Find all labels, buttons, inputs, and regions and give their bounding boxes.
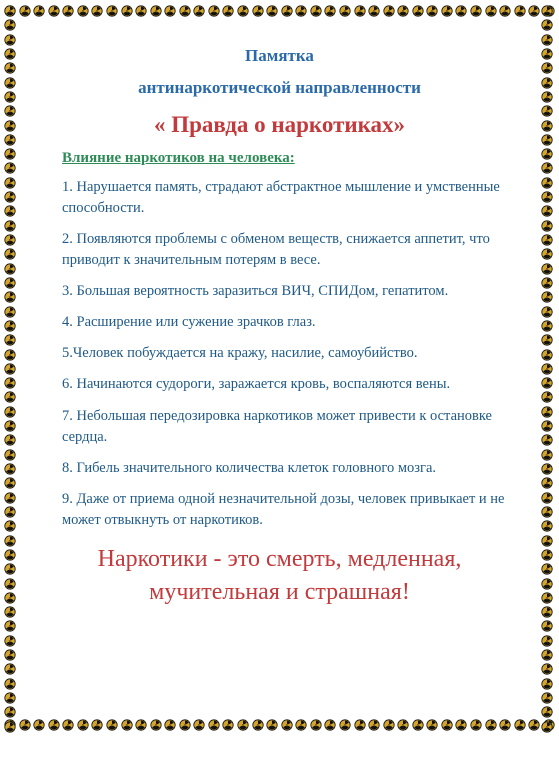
radiation-icon bbox=[541, 33, 553, 45]
radiation-icon bbox=[324, 718, 336, 730]
radiation-icon bbox=[4, 76, 16, 88]
radiation-icon bbox=[4, 262, 16, 274]
radiation-icon bbox=[541, 104, 553, 116]
radiation-icon bbox=[383, 718, 395, 730]
radiation-icon bbox=[4, 161, 16, 173]
radiation-icon bbox=[77, 718, 89, 730]
radiation-icon bbox=[541, 348, 553, 360]
radiation-icon bbox=[4, 390, 16, 402]
radiation-icon bbox=[4, 305, 16, 317]
radiation-icon bbox=[541, 591, 553, 603]
radiation-icon bbox=[541, 448, 553, 460]
radiation-icon bbox=[4, 247, 16, 259]
radiation-icon bbox=[541, 491, 553, 503]
radiation-icon bbox=[541, 577, 553, 589]
radiation-icon bbox=[310, 718, 322, 730]
radiation-icon bbox=[237, 718, 249, 730]
radiation-icon bbox=[397, 718, 409, 730]
radiation-icon bbox=[4, 405, 16, 417]
radiation-icon bbox=[541, 419, 553, 431]
radiation-icon bbox=[528, 4, 540, 16]
radiation-icon bbox=[541, 433, 553, 445]
radiation-icon bbox=[541, 662, 553, 674]
radiation-icon bbox=[4, 176, 16, 188]
radiation-icon bbox=[4, 691, 16, 703]
radiation-icon bbox=[528, 718, 540, 730]
radiation-icon bbox=[499, 4, 511, 16]
radiation-icon bbox=[4, 662, 16, 674]
radiation-icon bbox=[106, 718, 118, 730]
radiation-icon bbox=[541, 376, 553, 388]
radiation-icon bbox=[541, 147, 553, 159]
radiation-icon bbox=[541, 705, 553, 717]
radiation-icon bbox=[541, 247, 553, 259]
radiation-icon bbox=[179, 718, 191, 730]
radiation-icon bbox=[455, 4, 467, 16]
radiation-icon bbox=[541, 319, 553, 331]
radiation-icon bbox=[541, 634, 553, 646]
radiation-icon bbox=[541, 161, 553, 173]
radiation-icon bbox=[541, 534, 553, 546]
radiation-icon bbox=[383, 4, 395, 16]
radiation-icon bbox=[4, 562, 16, 574]
radiation-icon bbox=[397, 4, 409, 16]
radiation-icon bbox=[48, 718, 60, 730]
radiation-icon bbox=[541, 262, 553, 274]
radiation-icon bbox=[499, 718, 511, 730]
radiation-icon bbox=[193, 4, 205, 16]
radiation-icon bbox=[121, 4, 133, 16]
radiation-icon bbox=[4, 290, 16, 302]
radiation-icon bbox=[470, 4, 482, 16]
radiation-icon bbox=[4, 376, 16, 388]
radiation-icon bbox=[514, 718, 526, 730]
radiation-icon bbox=[150, 718, 162, 730]
radiation-icon bbox=[4, 619, 16, 631]
radiation-icon bbox=[354, 718, 366, 730]
section-heading: Влияние наркотиков на человека: bbox=[62, 150, 295, 167]
radiation-icon bbox=[412, 718, 424, 730]
radiation-icon bbox=[135, 4, 147, 16]
radiation-icon bbox=[222, 718, 234, 730]
radiation-icon bbox=[4, 119, 16, 131]
radiation-icon bbox=[4, 104, 16, 116]
list-item: 9. Даже от приема одной незначительной дозы, человек привыкает и не может отвыкнуть от наркотиков. bbox=[62, 490, 505, 528]
radiation-icon bbox=[541, 119, 553, 131]
radiation-icon bbox=[4, 548, 16, 560]
radiation-icon bbox=[91, 4, 103, 16]
radiation-icon bbox=[541, 176, 553, 188]
radiation-icon bbox=[541, 605, 553, 617]
document-title: Памятка bbox=[245, 46, 314, 65]
radiation-icon bbox=[4, 534, 16, 546]
radiation-icon bbox=[295, 4, 307, 16]
radiation-icon bbox=[208, 718, 220, 730]
radiation-icon bbox=[4, 4, 16, 16]
radiation-icon bbox=[164, 718, 176, 730]
radiation-icon bbox=[4, 433, 16, 445]
radiation-icon bbox=[541, 276, 553, 288]
radiation-icon bbox=[4, 61, 16, 73]
radiation-icon bbox=[541, 190, 553, 202]
list-item: 7. Небольшая передозировка наркотиков может привести к остановке сердца. bbox=[62, 407, 492, 445]
radiation-icon bbox=[4, 476, 16, 488]
radiation-icon bbox=[354, 4, 366, 16]
radiation-icon bbox=[412, 4, 424, 16]
radiation-icon bbox=[91, 718, 103, 730]
radiation-icon bbox=[310, 4, 322, 16]
radiation-icon bbox=[252, 4, 264, 16]
radiation-icon bbox=[208, 4, 220, 16]
radiation-icon bbox=[541, 519, 553, 531]
radiation-icon bbox=[4, 47, 16, 59]
radiation-icon bbox=[441, 718, 453, 730]
radiation-icon bbox=[541, 76, 553, 88]
radiation-icon bbox=[179, 4, 191, 16]
radiation-icon bbox=[426, 4, 438, 16]
radiation-icon bbox=[4, 33, 16, 45]
radiation-icon bbox=[4, 605, 16, 617]
radiation-icon bbox=[281, 4, 293, 16]
radiation-icon bbox=[266, 718, 278, 730]
radiation-icon bbox=[4, 362, 16, 374]
radiation-icon bbox=[541, 90, 553, 102]
list-item: 3. Большая вероятность заразиться ВИЧ, СПИДом, гепатитом. bbox=[62, 283, 449, 300]
list-item: 4. Расширение или сужение зрачков глаз. bbox=[62, 314, 316, 331]
radiation-icon bbox=[33, 718, 45, 730]
radiation-icon bbox=[4, 204, 16, 216]
radiation-icon bbox=[541, 18, 553, 30]
radiation-icon bbox=[541, 305, 553, 317]
radiation-icon bbox=[541, 61, 553, 73]
radiation-icon bbox=[4, 519, 16, 531]
radiation-icon bbox=[4, 276, 16, 288]
radiation-icon bbox=[106, 4, 118, 16]
radiation-icon bbox=[541, 677, 553, 689]
radiation-icon bbox=[368, 718, 380, 730]
radiation-icon bbox=[4, 348, 16, 360]
list-item: 2. Появляются проблемы с обменом веществ, снижается аппетит, что приводит к значительным потерям в весе. bbox=[62, 231, 490, 269]
document-subtitle: антинаркотической направленности bbox=[138, 78, 421, 98]
radiation-icon bbox=[164, 4, 176, 16]
radiation-icon bbox=[541, 219, 553, 231]
radiation-icon bbox=[541, 4, 553, 16]
radiation-icon bbox=[4, 219, 16, 231]
radiation-icon bbox=[541, 648, 553, 660]
radiation-icon bbox=[135, 718, 147, 730]
radiation-icon bbox=[4, 634, 16, 646]
border-bottom bbox=[4, 718, 555, 732]
radiation-icon bbox=[4, 419, 16, 431]
list-item: 6. Начинаются судороги, заражается кровь, воспаляются вены. bbox=[62, 376, 451, 393]
radiation-icon bbox=[150, 4, 162, 16]
radiation-icon bbox=[441, 4, 453, 16]
list-item: 8. Гибель значительного количества клеток головного мозга. bbox=[62, 459, 437, 476]
radiation-icon bbox=[4, 462, 16, 474]
radiation-icon bbox=[541, 390, 553, 402]
document-content bbox=[40, 36, 519, 708]
list-item: 1. Нарушается память, страдают абстрактное мышление и умственные способности. bbox=[62, 179, 500, 217]
radiation-icon bbox=[281, 718, 293, 730]
radiation-icon bbox=[541, 476, 553, 488]
radiation-icon bbox=[4, 190, 16, 202]
radiation-icon bbox=[62, 718, 74, 730]
radiation-icon bbox=[4, 233, 16, 245]
radiation-icon bbox=[541, 505, 553, 517]
radiation-icon bbox=[4, 18, 16, 30]
radiation-icon bbox=[121, 718, 133, 730]
radiation-icon bbox=[4, 333, 16, 345]
border-top bbox=[4, 4, 555, 18]
radiation-icon bbox=[19, 718, 31, 730]
border-left bbox=[4, 4, 18, 732]
radiation-icon bbox=[4, 648, 16, 660]
radiation-icon bbox=[541, 290, 553, 302]
radiation-icon bbox=[541, 133, 553, 145]
radiation-icon bbox=[4, 319, 16, 331]
radiation-icon bbox=[541, 562, 553, 574]
radiation-icon bbox=[77, 4, 89, 16]
radiation-icon bbox=[222, 4, 234, 16]
radiation-icon bbox=[62, 4, 74, 16]
radiation-icon bbox=[485, 4, 497, 16]
radiation-icon bbox=[33, 4, 45, 16]
radiation-icon bbox=[4, 720, 16, 732]
radiation-icon bbox=[4, 677, 16, 689]
radiation-icon bbox=[252, 718, 264, 730]
radiation-icon bbox=[541, 233, 553, 245]
radiation-icon bbox=[541, 333, 553, 345]
radiation-icon bbox=[4, 147, 16, 159]
radiation-icon bbox=[193, 718, 205, 730]
radiation-icon bbox=[4, 505, 16, 517]
radiation-icon bbox=[541, 619, 553, 631]
radiation-icon bbox=[4, 591, 16, 603]
radiation-icon bbox=[4, 133, 16, 145]
radiation-icon bbox=[514, 4, 526, 16]
radiation-icon bbox=[324, 4, 336, 16]
radiation-icon bbox=[339, 718, 351, 730]
radiation-icon bbox=[4, 491, 16, 503]
radiation-icon bbox=[541, 720, 553, 732]
radiation-icon bbox=[541, 548, 553, 560]
radiation-icon bbox=[541, 462, 553, 474]
radiation-icon bbox=[295, 718, 307, 730]
radiation-icon bbox=[485, 718, 497, 730]
radiation-icon bbox=[339, 4, 351, 16]
radiation-icon bbox=[19, 4, 31, 16]
radiation-icon bbox=[4, 577, 16, 589]
radiation-icon bbox=[470, 718, 482, 730]
radiation-icon bbox=[541, 405, 553, 417]
radiation-icon bbox=[4, 705, 16, 717]
radiation-icon bbox=[541, 204, 553, 216]
radiation-icon bbox=[48, 4, 60, 16]
radiation-icon bbox=[541, 362, 553, 374]
radiation-icon bbox=[237, 4, 249, 16]
border-right bbox=[541, 4, 555, 732]
radiation-icon bbox=[426, 718, 438, 730]
radiation-icon bbox=[455, 718, 467, 730]
radiation-icon bbox=[541, 691, 553, 703]
radiation-icon bbox=[4, 448, 16, 460]
radiation-icon bbox=[266, 4, 278, 16]
list-item: 5.Человек побуждается на кражу, насилие, самоубийство. bbox=[62, 345, 418, 362]
document-main-title: « Правда о наркотиках» bbox=[153, 111, 406, 137]
radiation-icon bbox=[541, 47, 553, 59]
radiation-icon bbox=[4, 90, 16, 102]
footer-slogan: Наркотики - это смерть, медленная, мучительная и страшная! bbox=[97, 545, 462, 606]
effects-list bbox=[62, 177, 519, 530]
radiation-icon bbox=[368, 4, 380, 16]
